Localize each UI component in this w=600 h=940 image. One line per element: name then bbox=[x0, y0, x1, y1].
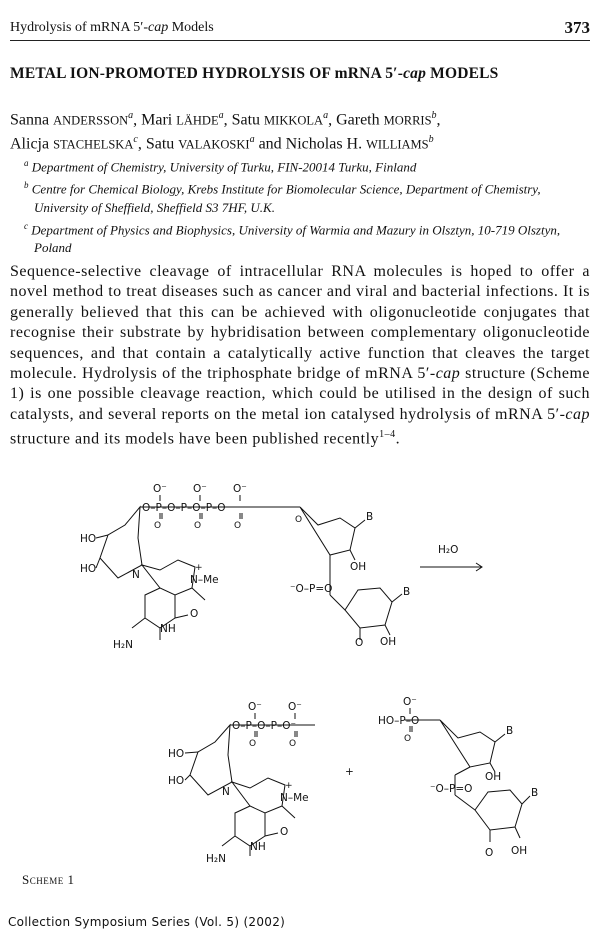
scheme-plus: + bbox=[345, 766, 354, 778]
scheme-label-o: O bbox=[190, 608, 199, 620]
author-list: Sanna ANDERSSON$^a$, Mari LÄHDE$^a$, Satu MIKKOLA$^a$, Gareth MORRIS$^b$, Alicja STACHELSKA$^c$, Satu VALAKOSKI$^a$ and Nicholas H. WILLIAMS$^b$ bbox=[10, 110, 441, 153]
running-head-title: Hydrolysis of mRNA 5′-cap Models bbox=[10, 20, 214, 35]
scheme-drawing bbox=[0, 470, 600, 870]
scheme-label-o: O bbox=[404, 734, 412, 744]
scheme-label-b: B bbox=[403, 586, 411, 598]
running-head bbox=[10, 18, 590, 41]
scheme-label-ho: HO bbox=[168, 775, 185, 787]
scheme-label-ho-p: HO–P–O bbox=[378, 715, 420, 727]
affiliation-b: $^b$ Centre for Chemical Biology, Krebs Institute for Biomolecular Science, Department of Chemistry, University of Sheffield, Sheffield S3 7HF, U.K. bbox=[24, 180, 541, 215]
affiliation-c: $^c$ Department of Physics and Biophysics, University of Warmia and Mazury in Olsztyn, 10-719 Olsztyn, Poland bbox=[24, 220, 561, 255]
scheme-label-oh: OH bbox=[380, 636, 397, 648]
scheme-label-oh: OH bbox=[511, 845, 528, 857]
scheme-label-o-minus: O⁻ bbox=[153, 483, 167, 495]
scheme-label-o: O bbox=[194, 521, 202, 531]
scheme-label-n: N bbox=[132, 569, 140, 581]
scheme-label-n: N bbox=[222, 786, 230, 798]
scheme-label-n-me: N–Me bbox=[190, 574, 219, 586]
scheme-label-b: B bbox=[506, 725, 514, 737]
scheme-label-o-minus: O⁻ bbox=[288, 701, 302, 713]
scheme-label-o-minus: O⁻ bbox=[233, 483, 247, 495]
abstract-paragraph: Sequence-selective cleavage of intracellular RNA molecules is hoped to offer a novel method to treat diseases such as cancer and viral and bacterial infections. It is generally believed that this can be achieved with oligonucleotide conjugates that recognise their substrate by hybridisation between complementary oligonucleotide sequences, and that contain a catalytically active function that cleaves the target molecule. Hydrolysis of the triphosphate bridge of mRNA 5′-cap structure (Scheme 1) is one possible cleavage reaction, which could be utilised in the design of such catalysts, and several reports on the metal ion catalysed hydrolysis of mRNA 5′-cap structure and its models have been published recently$^{1-4}$. bbox=[10, 263, 590, 448]
scheme-label-plus: + bbox=[195, 563, 203, 573]
scheme-label-ho: HO bbox=[80, 563, 97, 575]
scheme-label-o: O bbox=[485, 847, 494, 859]
scheme-label-nh: NH bbox=[250, 841, 266, 853]
paper-title: METAL ION-PROMOTED HYDROLYSIS OF mRNA 5′-cap MODELS bbox=[10, 65, 499, 82]
scheme-label-n-me: N–Me bbox=[280, 792, 309, 804]
scheme-label-plus: + bbox=[285, 781, 293, 791]
scheme-reagent: H₂O bbox=[438, 544, 459, 556]
scheme-label-b: B bbox=[366, 511, 374, 523]
scheme-label-oh: OH bbox=[350, 561, 367, 573]
scheme-label-o: O bbox=[154, 521, 162, 531]
scheme-label-o: O bbox=[355, 637, 364, 649]
scheme-label-oh: OH bbox=[485, 771, 502, 783]
scheme-label-o-minus: O⁻ bbox=[403, 696, 417, 708]
scheme-label-o: O bbox=[295, 515, 303, 525]
scheme-label-phosphate: ⁻O–P=O bbox=[430, 783, 473, 795]
scheme-label-o-minus: O⁻ bbox=[193, 483, 207, 495]
affiliation-a: $^a$ Department of Chemistry, University of Turku, FIN-20014 Turku, Finland bbox=[24, 158, 417, 175]
scheme-label-phosphate: ⁻O–P=O bbox=[290, 583, 333, 595]
scheme-label-h2n: H₂N bbox=[206, 853, 226, 865]
reaction-scheme bbox=[0, 470, 600, 870]
scheme-label-o: O bbox=[280, 826, 289, 838]
affiliations bbox=[24, 154, 594, 257]
scheme-label-nh: NH bbox=[160, 623, 176, 635]
scheme-label-h2n: H₂N bbox=[113, 639, 133, 651]
scheme-label-o: O bbox=[289, 739, 297, 749]
scheme-label-b: B bbox=[531, 787, 539, 799]
scheme-label-o: O bbox=[249, 739, 257, 749]
scheme-label-ho: HO bbox=[168, 748, 185, 760]
scheme-label-ho: HO bbox=[80, 533, 97, 545]
page-number: 373 bbox=[564, 18, 590, 37]
scheme-caption: Scheme 1 bbox=[22, 872, 75, 887]
scheme-label-o: O bbox=[234, 521, 242, 531]
scheme-label-triphosphate: O–P–O–P–O–P–O bbox=[142, 502, 226, 514]
scheme-label-diphosphate: O–P–O–P–O⁻ bbox=[232, 720, 296, 732]
footer-journal-reference: Collection Symposium Series (Vol. 5) (2002) bbox=[8, 915, 286, 929]
scheme-label-o-minus: O⁻ bbox=[248, 701, 262, 713]
